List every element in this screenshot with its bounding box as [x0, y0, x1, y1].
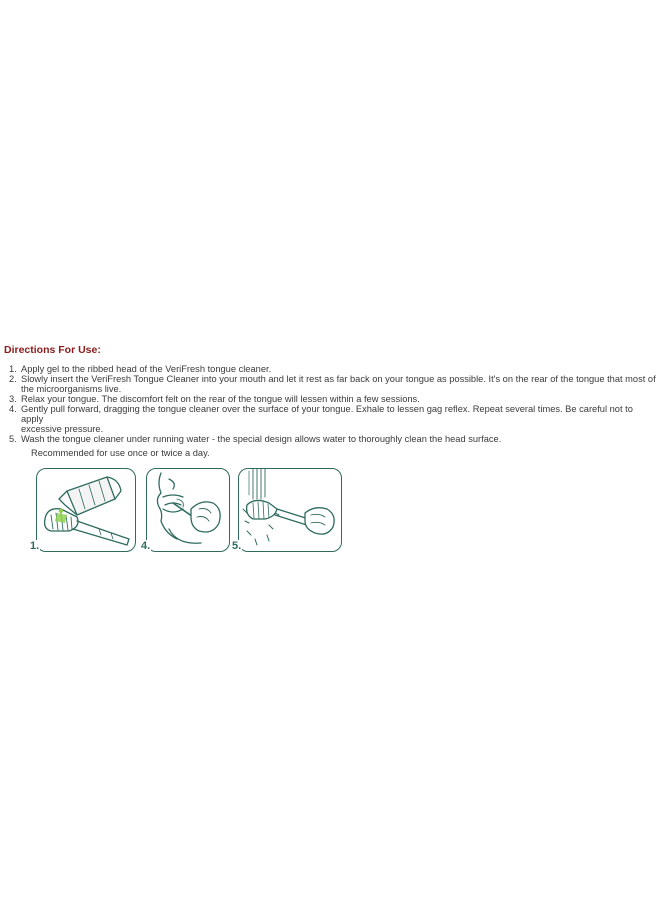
directions-steps-list: [9, 364, 657, 444]
illustration-number: 1.: [30, 540, 40, 552]
step-number: 3.: [9, 394, 17, 404]
step-text-continued: excessive pressure.: [21, 424, 104, 434]
step-text: Apply gel to the ribbed head of the VeriFresh tongue cleaner.: [21, 364, 272, 374]
step-text: Relax your tongue. The discomfort felt on the rear of the tongue will lessen within a few sessions.: [21, 394, 420, 404]
step-item: [9, 434, 657, 444]
step-number: 1.: [9, 364, 17, 374]
directions-heading: Directions For Use:: [4, 344, 101, 356]
illustration-panel-step-1: [36, 468, 136, 552]
step-item: [9, 374, 657, 394]
step-item: [9, 394, 657, 404]
step-item: [9, 404, 657, 434]
gel-tube-applying-to-cleaner-icon: [37, 469, 135, 551]
step-text: Slowly insert the VeriFresh Tongue Cleaner into your mouth and let it rest as far back on your tongue as possible. It's on the rear of the tongue that most of: [21, 374, 656, 384]
illustration-number: 4.: [141, 540, 151, 552]
step-text-continued: the microorganisms live.: [21, 384, 122, 394]
step-text: Gently pull forward, dragging the tongue cleaner over the surface of your tongue. Exhale to lessen gag reflex. Repeat several times. Be careful not to apply: [21, 404, 633, 424]
illustration-panel-step-4: [146, 468, 230, 552]
step-text: Wash the tongue cleaner under running water - the special design allows water to thoroughly clean the head surface.: [21, 434, 502, 444]
illustration-panel-step-5: [238, 468, 342, 552]
step-number: 4.: [9, 404, 17, 414]
step-item: [9, 364, 657, 374]
usage-recommendation: Recommended for use once or twice a day.: [31, 448, 210, 458]
illustration-number: 5.: [232, 540, 242, 552]
washing-cleaner-under-water-icon: [239, 469, 341, 551]
person-using-tongue-cleaner-icon: [147, 469, 229, 551]
step-number: 5.: [9, 434, 17, 444]
step-number: 2.: [9, 374, 17, 384]
